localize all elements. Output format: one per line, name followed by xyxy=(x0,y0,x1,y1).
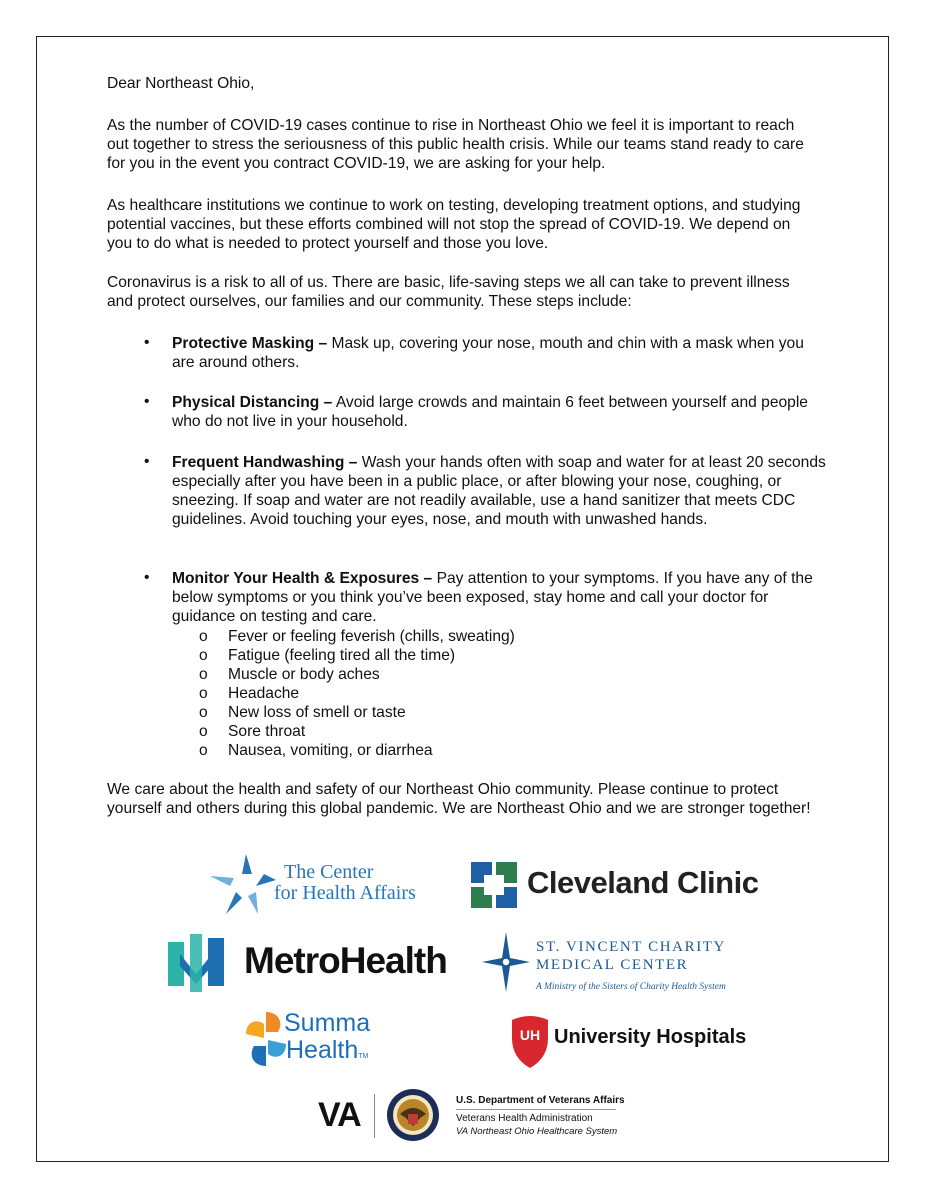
bullet-marker: • xyxy=(144,453,150,470)
greeting: Dear Northeast Ohio, xyxy=(107,75,255,92)
bullet-masking xyxy=(172,334,827,372)
symptom-item: Nausea, vomiting, or diarrhea xyxy=(228,742,433,759)
summa-name-line1: Summa xyxy=(284,1009,371,1037)
bullet-text: Wash your hands often with soap and water for at least 20 seconds especially after you have been in a public place, or after blowing your nose, coughing, or sneezing. If soap and water are not readily available, use a hand sanitizer that meets CDC guidelines. Avoid touching your eyes, nose, and mouth with unwashed hands. xyxy=(172,454,826,528)
va-vha: Veterans Health Administration xyxy=(456,1113,593,1124)
sub-marker: o xyxy=(199,647,208,664)
sub-marker: o xyxy=(199,723,208,740)
summa-name-line2: Health xyxy=(286,1036,359,1064)
sub-marker: o xyxy=(199,742,208,759)
bullet-title: Monitor Your Health & Exposures – xyxy=(172,570,433,587)
cleveland-clinic-name: Cleveland Clinic xyxy=(527,865,759,900)
va-system: VA Northeast Ohio Healthcare System xyxy=(456,1126,618,1137)
paragraph-1: As the number of COVID-19 cases continue to rise in Northeast Ohio we feel it is important to reach out together to stress the seriousness of this public health crisis. While our teams stand ready to care for you in the event you contract COVID-19, we are asking for your help. xyxy=(107,117,804,172)
metrohealth-name: MetroHealth xyxy=(244,940,447,981)
summa-pinwheel-icon xyxy=(244,1010,288,1070)
uh-shield-icon xyxy=(508,1010,552,1070)
symptom-item: Fatigue (feeling tired all the time) xyxy=(228,647,456,664)
bullet-monitor xyxy=(172,569,827,626)
paragraph-2: As healthcare institutions we continue to work on testing, developing treatment options, and studying potential vaccines, but these efforts combined will not stop the spread of COVID-19. We depend on you to do what is needed to protect yourself and those you love. xyxy=(107,197,801,252)
va-seal-icon xyxy=(386,1088,440,1142)
sub-marker: o xyxy=(199,666,208,683)
sub-marker: o xyxy=(199,628,208,645)
summa-health-logo xyxy=(244,1008,394,1070)
center-name-line2: for Health Affairs xyxy=(274,882,416,904)
stv-name-line2: MEDICAL CENTER xyxy=(536,957,689,973)
metrohealth-logo xyxy=(168,934,460,992)
va-logo xyxy=(318,1088,625,1142)
sub-marker: o xyxy=(199,685,208,702)
center-health-affairs-logo xyxy=(208,852,418,918)
uh-mark: UH xyxy=(519,1027,541,1043)
bullet-text: Mask up, covering your nose, mouth and chin with a mask when you are around others. xyxy=(172,335,804,371)
bullet-marker: • xyxy=(144,569,150,586)
bullet-handwashing xyxy=(172,453,827,529)
paragraph-3: Coronavirus is a risk to all of us. There are basic, life-saving steps we all can take to prevent illness and protect ourselves, our families and our community. These steps include: xyxy=(107,274,790,310)
summa-trademark: TM xyxy=(358,1053,369,1060)
cleveland-clinic-icon xyxy=(471,862,517,908)
bullet-title: Frequent Handwashing – xyxy=(172,454,358,471)
cleveland-clinic-logo xyxy=(471,861,766,909)
bullet-title: Physical Distancing – xyxy=(172,394,333,411)
university-hospitals-logo xyxy=(508,1010,747,1072)
symptom-item: New loss of smell or taste xyxy=(228,704,406,721)
closing-paragraph: We care about the health and safety of our Northeast Ohio community. Please continue to protect yourself and others during this global pandemic. We are Northeast Ohio and we are stronger together! xyxy=(107,781,811,817)
va-divider xyxy=(374,1094,375,1138)
center-name-line1: The Center xyxy=(284,861,374,883)
bullet-marker: • xyxy=(144,334,150,351)
bullet-marker: • xyxy=(144,393,150,410)
stv-name-line1: ST. VINCENT CHARITY xyxy=(536,939,726,955)
symptom-item: Headache xyxy=(228,685,300,702)
compass-star-icon xyxy=(482,932,530,992)
st-vincent-logo xyxy=(482,930,757,996)
va-mark: VA xyxy=(318,1096,361,1134)
bullet-title: Protective Masking – xyxy=(172,335,328,352)
uh-name: University Hospitals xyxy=(554,1026,747,1048)
symptom-item: Sore throat xyxy=(228,723,306,740)
symptom-item: Muscle or body aches xyxy=(228,666,380,683)
stv-tagline: A Ministry of the Sisters of Charity Health System xyxy=(536,982,726,992)
sub-marker: o xyxy=(199,704,208,721)
metrohealth-icon xyxy=(168,934,228,992)
va-dept: U.S. Department of Veterans Affairs xyxy=(456,1094,616,1110)
bullet-distancing xyxy=(172,393,827,431)
symptom-item: Fever or feeling feverish (chills, sweating) xyxy=(228,628,515,645)
star-icon xyxy=(208,852,278,918)
bullet-text: Pay attention to your symptoms. If you have any of the below symptoms or you think you’ve been exposed, stay home and call your doctor for guidance on testing and care. xyxy=(172,570,813,625)
bullet-text: Avoid large crowds and maintain 6 feet between yourself and people who do not live in your household. xyxy=(172,394,808,430)
